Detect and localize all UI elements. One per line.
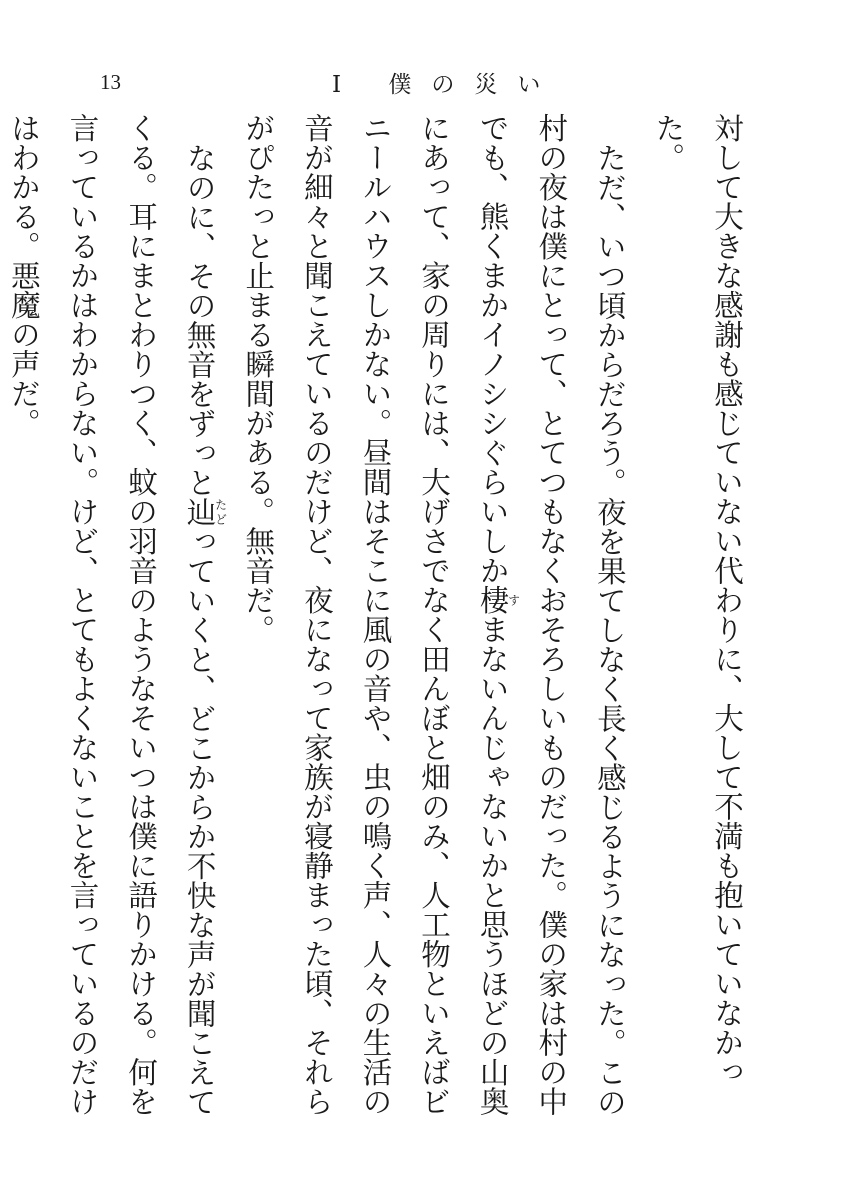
paragraph: ただ、いつ頃からだろう。夜を果てしなく長く感じるようになった。この村の夜は僕にとって、とてつもなくおそろしいものだった。僕の家は村の中でも、熊くまかイノシシぐらいしか棲すまないんじゃないかと思うほどの山奥にあって、家の周りには、大げさでなく田んぼと畑のみ、人工物といえばビニールハウスしかない。昼間はそこに風の音や、虫の鳴く声、人々の生活の音が細々と聞こえているのだけど、夜になって家族が寝静まった頃、それらがぴたっと止まる瞬間がある。無音だ。 (241, 113, 627, 1116)
paragraph: なのに、その無音をずっと辿たどっていくと、どこからか不快な声が聞こえてくる。耳にまとわりつく、蚊の羽音のようなそいつは僕に語りかける。何を言っているかはわからない。けど、とてもよくないことを言っているのだけはわかる。悪魔の声だ。 (6, 113, 228, 1116)
paragraph: 対して大きな感謝も感じていない代わりに、大して不満も抱いていなかった。 (651, 113, 744, 1087)
running-head: I 僕の災い (332, 72, 561, 98)
ruby-annotation: 辿たど (182, 496, 228, 526)
page-number: 13 (100, 70, 121, 94)
page-header (0, 64, 841, 104)
ruby-annotation: 棲す (475, 585, 521, 615)
body-text (6, 113, 756, 1133)
